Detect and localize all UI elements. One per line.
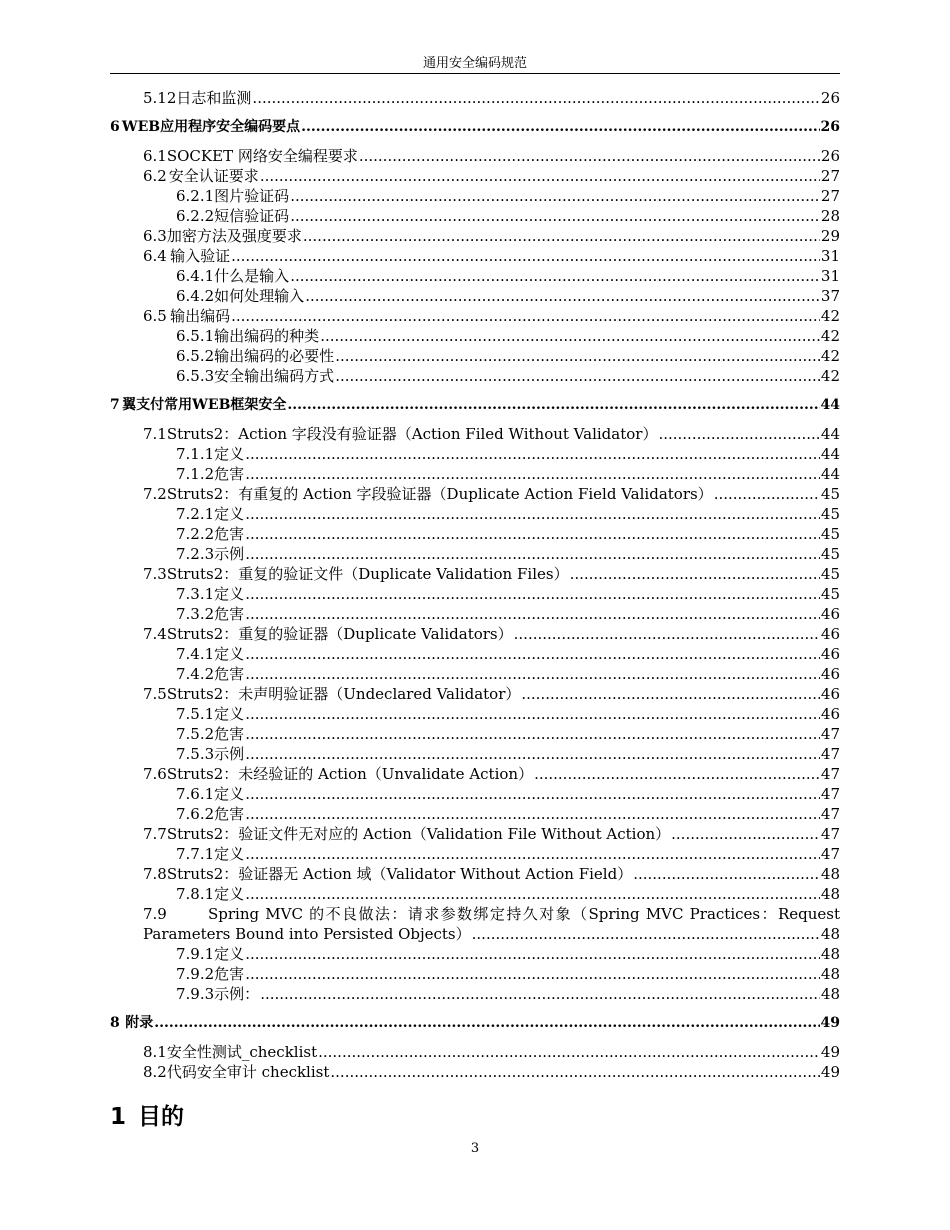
- toc-entry[interactable]: [110, 784, 840, 804]
- toc-entry-title: Struts2：未声明验证器（Undeclared Validator）: [166, 685, 521, 703]
- toc-entry-page: 31: [820, 247, 840, 265]
- toc-entry-number: 7.9.3: [176, 985, 215, 1003]
- toc-entry-number: 7.6.1: [176, 785, 215, 803]
- toc-entry-page: 49: [820, 1063, 840, 1081]
- toc-entry-page: 44: [820, 465, 840, 483]
- toc-entry-number: 6.5.3: [176, 367, 215, 385]
- toc-entry-number: 7.5.2: [176, 725, 215, 743]
- toc-entry[interactable]: [110, 844, 840, 864]
- toc-entry[interactable]: [110, 108, 840, 146]
- toc-entry-page: 47: [820, 825, 840, 843]
- toc-entry[interactable]: [110, 584, 840, 604]
- toc-entry-number: 7.2: [143, 485, 167, 503]
- toc-entry[interactable]: [110, 1004, 840, 1042]
- toc-entry-title: 示例: [214, 545, 245, 563]
- toc-entry-title: 定义: [214, 445, 245, 463]
- toc-entry-number: 7.7.1: [176, 845, 215, 863]
- toc-entry-title: 危害: [214, 965, 245, 983]
- toc-entry-number: 6.1: [143, 147, 167, 165]
- toc-entry-page: 29: [820, 227, 840, 245]
- toc-entry-number: 7.4.1: [176, 645, 215, 663]
- toc-leader-dots: [245, 524, 820, 544]
- toc-entry-number: 7.8.1: [176, 885, 215, 903]
- toc-entry-number: 6.4.1: [176, 267, 215, 285]
- toc-entry-number: 7.3.1: [176, 585, 215, 603]
- toc-entry-page: 31: [820, 267, 840, 285]
- toc-leader-dots: [154, 1004, 819, 1042]
- toc-entry-number: 5.12: [143, 89, 177, 107]
- toc-entry-number: 6.3: [143, 227, 167, 245]
- toc-entry[interactable]: [110, 804, 840, 824]
- toc-entry-page: 46: [820, 645, 840, 663]
- toc-entry-number: 7.9: [143, 905, 167, 923]
- toc-entry-title: SOCKET 网络安全编程要求: [166, 147, 358, 165]
- toc-entry-number: 7.5.1: [176, 705, 215, 723]
- toc-entry-page: 45: [820, 545, 840, 563]
- toc-entry[interactable]: [110, 984, 840, 1004]
- toc-entry-page: 46: [820, 685, 840, 703]
- toc-leader-dots: [287, 386, 819, 424]
- toc-entry[interactable]: [110, 684, 840, 704]
- toc-entry-number: 7.5.3: [176, 745, 215, 763]
- toc-entry[interactable]: [110, 464, 840, 484]
- toc-entry-page: 42: [820, 327, 840, 345]
- toc-entry-title: 代码安全审计 checklist: [166, 1063, 330, 1081]
- toc-entry-page: 47: [820, 745, 840, 763]
- toc-entry-title: 安全输出编码方式: [214, 367, 335, 385]
- toc-leader-dots: [301, 108, 819, 146]
- toc-entry-number: 6.4: [143, 247, 167, 265]
- toc-entry[interactable]: [110, 306, 840, 326]
- toc-entry-title: 定义: [214, 945, 245, 963]
- toc-entry-title: 示例：: [214, 985, 260, 1003]
- toc-entry-page: 26: [820, 119, 840, 135]
- toc-leader-dots: [570, 564, 820, 584]
- toc-entry[interactable]: [110, 484, 840, 504]
- toc-entry[interactable]: [110, 206, 840, 226]
- toc-entry-page: 48: [820, 925, 840, 943]
- toc-entry[interactable]: [110, 444, 840, 464]
- toc-entry-number: 7.7: [143, 825, 167, 843]
- toc-entry-number: 6.4.2: [176, 287, 215, 305]
- toc-entry[interactable]: [110, 524, 840, 544]
- toc-leader-dots: [245, 544, 820, 564]
- toc-entry-number: 7.6: [143, 765, 167, 783]
- toc-entry-title: 日志和监测: [176, 89, 252, 107]
- toc-entry-page: 48: [820, 885, 840, 903]
- toc-entry-title: 如何处理输入: [214, 287, 305, 305]
- toc-leader-dots: [245, 444, 820, 464]
- toc-leader-dots: [245, 704, 820, 724]
- toc-entry-title: 安全性测试_checklist: [166, 1043, 318, 1061]
- toc-leader-dots: [714, 484, 820, 504]
- toc-entry-title: WEB应用程序安全编码要点: [121, 119, 301, 135]
- toc-entry[interactable]: [110, 326, 840, 346]
- toc-entry-number: 7.9.2: [176, 965, 215, 983]
- toc-entry[interactable]: [110, 186, 840, 206]
- toc-entry-number: 7.3: [143, 565, 167, 583]
- toc-entry-page: 46: [820, 625, 840, 643]
- toc-entry-title: 危害: [214, 525, 245, 543]
- toc-leader-dots: [245, 504, 820, 524]
- toc-entry[interactable]: [110, 724, 840, 744]
- toc-entry[interactable]: [110, 944, 840, 964]
- toc-entry[interactable]: [110, 226, 840, 246]
- section-heading-number: 1: [110, 1104, 127, 1130]
- toc-entry-number: 8: [110, 1015, 120, 1031]
- toc-leader-dots: [260, 984, 820, 1004]
- toc-entry-title: 危害: [214, 465, 245, 483]
- toc-entry-title: 危害: [214, 805, 245, 823]
- toc-leader-dots: [245, 884, 820, 904]
- toc-entry-page: 42: [820, 307, 840, 325]
- toc-entry-title: 危害: [214, 605, 245, 623]
- toc-entry-title: Struts2：验证文件无对应的 Action（Validation File Without Action）: [166, 825, 671, 843]
- toc-entry-number: 7.2.2: [176, 525, 215, 543]
- toc-leader-dots: [252, 88, 819, 108]
- toc-entry-number: 7.2.1: [176, 505, 215, 523]
- toc-entry-title: 输入验证: [170, 247, 231, 265]
- toc-entry[interactable]: [110, 644, 840, 664]
- toc-entry-page: 44: [820, 397, 840, 413]
- toc-entry[interactable]: [110, 424, 840, 444]
- toc-entry-title: 定义: [214, 505, 245, 523]
- toc-entry-number: 7.8: [143, 865, 167, 883]
- toc-entry-page: 49: [820, 1015, 840, 1031]
- toc-leader-dots: [658, 424, 819, 444]
- toc-entry[interactable]: [110, 564, 840, 584]
- toc-leader-dots: [359, 146, 820, 166]
- page-number: 3: [470, 1141, 480, 1156]
- toc-entry[interactable]: [110, 764, 840, 784]
- section-heading-text: 目的: [138, 1104, 185, 1130]
- toc-entry-page: 48: [820, 945, 840, 963]
- toc-entry-number: 6: [110, 119, 120, 135]
- toc-entry-number: 7.3.2: [176, 605, 215, 623]
- toc-leader-dots: [534, 764, 820, 784]
- toc-entry-page: 47: [820, 805, 840, 823]
- toc-entry-number: 7.4.2: [176, 665, 215, 683]
- toc-leader-dots: [318, 1042, 820, 1062]
- toc-entry-title: 短信验证码: [214, 207, 290, 225]
- toc-entry-number: 7.1.2: [176, 465, 215, 483]
- toc-leader-dots: [521, 684, 820, 704]
- toc-entry-title: Struts2：重复的验证文件（Duplicate Validation Files）: [166, 565, 569, 583]
- toc-entry-number: 7.1: [143, 425, 167, 443]
- toc-entry-number: 8.2: [143, 1063, 167, 1081]
- toc-entry-number: 6.2.1: [176, 187, 215, 205]
- toc-entry-title: 定义: [214, 645, 245, 663]
- toc-entry[interactable]: [110, 704, 840, 724]
- toc-entry-page: 48: [820, 865, 840, 883]
- toc-entry-page: 45: [820, 485, 840, 503]
- toc-entry[interactable]: [110, 266, 840, 286]
- toc-leader-dots: [290, 186, 820, 206]
- toc-leader-dots: [245, 844, 820, 864]
- toc-entry[interactable]: [110, 386, 840, 424]
- toc-leader-dots: [245, 964, 820, 984]
- toc-entry-page: 47: [820, 725, 840, 743]
- toc-entry-title: Struts2：Action 字段没有验证器（Action Filed Without Validator）: [166, 425, 658, 443]
- toc-entry-title: 输出编码的必要性: [214, 347, 335, 365]
- toc-entry-title: 图片验证码: [214, 187, 290, 205]
- toc-entry-page: 42: [820, 347, 840, 365]
- toc-entry-title: Struts2：未经验证的 Action（Unvalidate Action）: [166, 765, 534, 783]
- toc-entry-page: 47: [820, 845, 840, 863]
- toc-entry-title: 输出编码: [170, 307, 231, 325]
- toc-entry[interactable]: [110, 504, 840, 524]
- toc-entry-page: 44: [820, 425, 840, 443]
- toc-entry-title: 定义: [214, 845, 245, 863]
- toc-entry-page: 49: [820, 1043, 840, 1061]
- toc-entry-title: 附录: [125, 1015, 154, 1031]
- toc-entry[interactable]: [110, 366, 840, 386]
- toc-entry-page: 27: [820, 167, 840, 185]
- toc-entry[interactable]: [110, 824, 840, 844]
- toc-leader-dots: [231, 306, 820, 326]
- toc-entry-page: 45: [820, 585, 840, 603]
- toc-entry-line1: [110, 904, 840, 924]
- toc-entry-title: 危害: [214, 725, 245, 743]
- toc-entry-page: 42: [820, 367, 840, 385]
- toc-entry-title: 定义: [214, 705, 245, 723]
- toc-entry-page: 44: [820, 445, 840, 463]
- toc-entry[interactable]: [110, 286, 840, 306]
- toc-leader-dots: [245, 464, 820, 484]
- toc-entry-page: 45: [820, 565, 840, 583]
- toc-entry[interactable]: [110, 884, 840, 904]
- toc-entry-page: 48: [820, 965, 840, 983]
- toc-leader-dots: [335, 366, 820, 386]
- toc-entry-title-cont: Parameters Bound into Persisted Objects）: [143, 925, 471, 943]
- toc-entry-title: Struts2：验证器无 Action 域（Validator Without Action Field）: [166, 865, 633, 883]
- toc-entry-page: 27: [820, 187, 840, 205]
- section-heading: [110, 1098, 184, 1131]
- page-header: 通用安全编码规范: [110, 54, 840, 74]
- toc-leader-dots: [472, 924, 820, 944]
- toc-leader-dots: [335, 346, 820, 366]
- toc-entry-page: 45: [820, 525, 840, 543]
- toc-leader-dots: [245, 784, 820, 804]
- toc-entry-title: 定义: [214, 785, 245, 803]
- toc-entry-number: 7.2.3: [176, 545, 215, 563]
- toc-entry[interactable]: [110, 904, 840, 944]
- toc-entry-page: 48: [820, 985, 840, 1003]
- toc-entry-line2: [143, 924, 840, 944]
- toc-entry[interactable]: [110, 624, 840, 644]
- toc-entry-number: 6.2.2: [176, 207, 215, 225]
- toc-entry-page: 26: [820, 147, 840, 165]
- toc-entry-title: 加密方法及强度要求: [166, 227, 302, 245]
- toc-entry-number: 7.1.1: [176, 445, 215, 463]
- toc-entry-title: 危害: [214, 665, 245, 683]
- toc-entry-number: 7.5: [143, 685, 167, 703]
- toc-leader-dots: [245, 644, 820, 664]
- toc-entry[interactable]: [110, 744, 840, 764]
- toc-leader-dots: [305, 286, 820, 306]
- toc-entry-title: 定义: [214, 885, 245, 903]
- toc-entry[interactable]: [110, 1062, 840, 1082]
- toc-entry[interactable]: [110, 664, 840, 684]
- toc-entry[interactable]: [110, 864, 840, 884]
- toc-leader-dots: [514, 624, 820, 644]
- toc-leader-dots: [260, 166, 820, 186]
- toc-entry[interactable]: [110, 346, 840, 366]
- toc-entry-page: 45: [820, 505, 840, 523]
- toc-leader-dots: [245, 664, 820, 684]
- toc-entry-page: 28: [820, 207, 840, 225]
- toc-entry-number: 6.5.1: [176, 327, 215, 345]
- toc-entry-number: 6.5.2: [176, 347, 215, 365]
- toc-leader-dots: [290, 206, 820, 226]
- toc-entry-title: 定义: [214, 585, 245, 603]
- toc-entry-page: 37: [820, 287, 840, 305]
- toc-entry-title: 什么是输入: [214, 267, 290, 285]
- toc-entry-number: 7.4: [143, 625, 167, 643]
- toc-entry[interactable]: [110, 604, 840, 624]
- toc-entry-number: 7.6.2: [176, 805, 215, 823]
- toc-entry[interactable]: [110, 1042, 840, 1062]
- toc-leader-dots: [671, 824, 820, 844]
- toc-entry-title: 翼支付常用WEB框架安全: [122, 397, 287, 413]
- toc-leader-dots: [245, 604, 820, 624]
- toc-leader-dots: [245, 744, 820, 764]
- toc-entry-title: Struts2：有重复的 Action 字段验证器（Duplicate Action Field Validators）: [166, 485, 713, 503]
- toc-entry[interactable]: [110, 544, 840, 564]
- toc-entry-number: 7: [110, 397, 120, 413]
- toc-entry[interactable]: [110, 166, 840, 186]
- toc-leader-dots: [245, 804, 820, 824]
- toc-entry[interactable]: [110, 88, 840, 108]
- toc-entry-title: Spring MVC 的不良做法：请求参数绑定持久对象（Spring MVC Practices：Request: [208, 905, 840, 923]
- toc-entry-page: 46: [820, 665, 840, 683]
- toc-entry-title: 示例: [214, 745, 245, 763]
- toc-entry[interactable]: [110, 964, 840, 984]
- toc-leader-dots: [231, 246, 820, 266]
- toc-leader-dots: [633, 864, 820, 884]
- toc-entry-page: 47: [820, 785, 840, 803]
- toc-entry-title: Struts2：重复的验证器（Duplicate Validators）: [166, 625, 513, 643]
- table-of-contents: [110, 88, 840, 1082]
- toc-entry-title: 安全认证要求: [168, 167, 259, 185]
- toc-entry-number: 8.1: [143, 1043, 167, 1061]
- toc-entry[interactable]: [110, 246, 840, 266]
- toc-leader-dots: [330, 1062, 820, 1082]
- toc-leader-dots: [245, 584, 820, 604]
- toc-entry-page: 47: [820, 765, 840, 783]
- toc-entry-number: 6.5: [143, 307, 167, 325]
- toc-entry-page: 26: [820, 89, 840, 107]
- toc-leader-dots: [245, 944, 820, 964]
- toc-entry-title: 输出编码的种类: [214, 327, 320, 345]
- toc-leader-dots: [245, 724, 820, 744]
- toc-leader-dots: [303, 226, 820, 246]
- toc-leader-dots: [290, 266, 820, 286]
- toc-entry-page: 46: [820, 705, 840, 723]
- toc-entry-page: 46: [820, 605, 840, 623]
- toc-leader-dots: [320, 326, 820, 346]
- toc-entry-number: 7.9.1: [176, 945, 215, 963]
- toc-entry-number: 6.2: [143, 167, 167, 185]
- toc-entry[interactable]: [110, 146, 840, 166]
